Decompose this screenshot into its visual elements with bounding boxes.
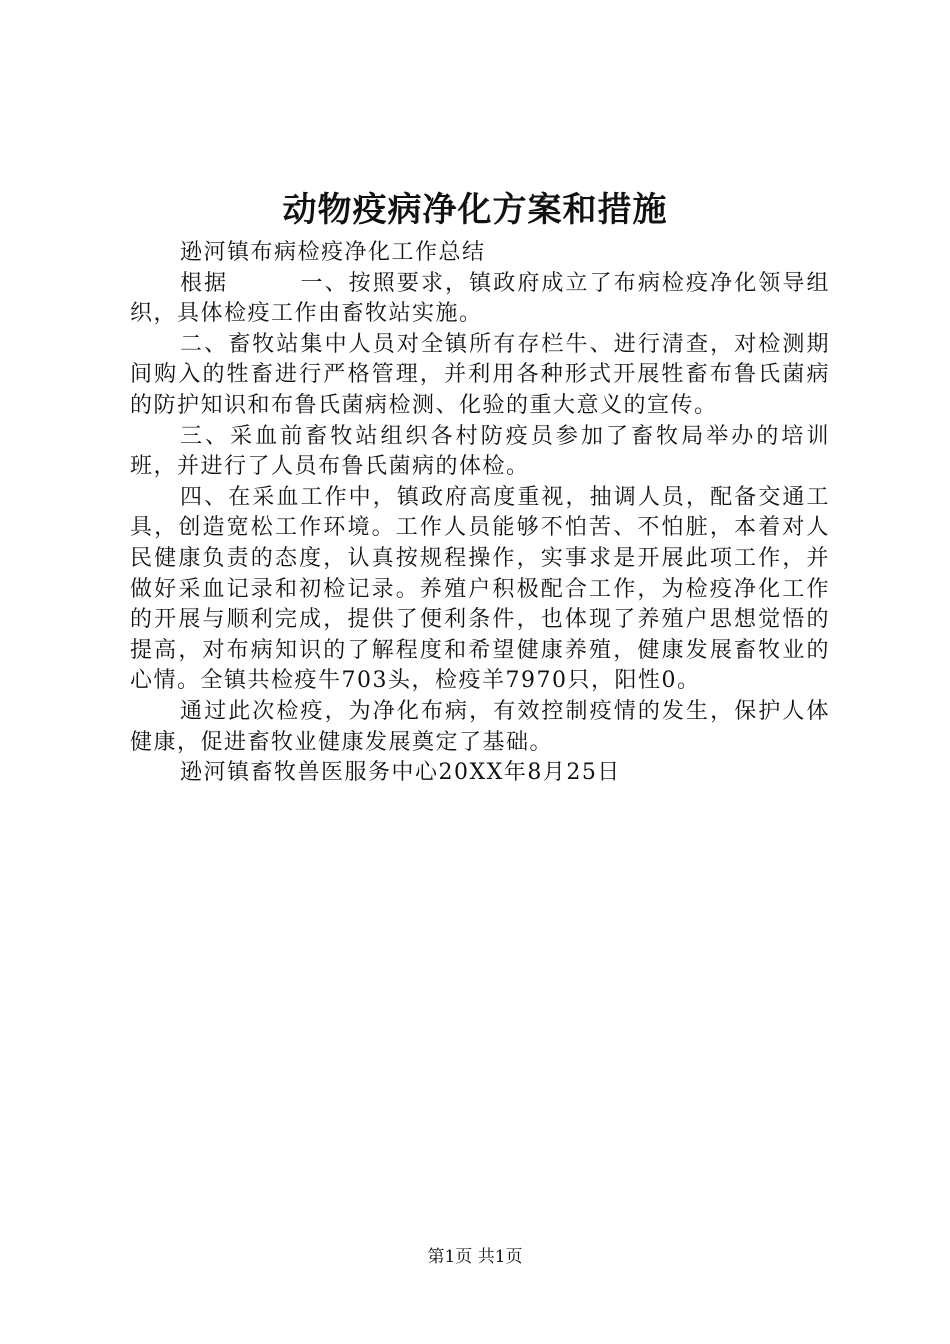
paragraph-3: 三、采血前畜牧站组织各村防疫员参加了畜牧局举办的培训班，并进行了人员布鲁氏菌病的体检。 bbox=[130, 423, 830, 480]
document-body bbox=[130, 238, 830, 789]
paragraph-4: 四、在采血工作中，镇政府高度重视，抽调人员，配备交通工具，创造宽松工作环境。工作人员能够不怕苦、不怕脏，本着对人民健康负责的态度，认真按规程操作，实事求是开展此项工作，并做好采血记录和初检记录。养殖户积极配合工作，为检疫净化工作的开展与顺利完成，提供了便利条件，也体现了养殖户思想觉悟的提高，对布病知识的了解程度和希望健康养殖，健康发展畜牧业的心情。全镇共检疫牛703头，检疫羊7970只，阳性0。 bbox=[130, 484, 830, 694]
paragraph-2: 二、畜牧站集中人员对全镇所有存栏牛、进行清查，对检测期间购入的牲畜进行严格管理，并利用各种形式开展牲畜布鲁氏菌病的防护知识和布鲁氏菌病检测、化验的重大意义的宣传。 bbox=[130, 331, 830, 418]
subtitle-paragraph: 逊河镇布病检疫净化工作总结 bbox=[180, 240, 486, 265]
document-title: 动物疫病净化方案和措施 bbox=[282, 190, 668, 230]
signature-line: 逊河镇畜牧兽医服务中心20XX年8月25日 bbox=[180, 760, 621, 786]
page-number-footer: 第1页 共1页 bbox=[427, 1247, 523, 1267]
paragraph-1: 根据 一、按照要求，镇政府成立了布病检疫净化领导组织，具体检疫工作由畜牧站实施。 bbox=[130, 270, 830, 327]
paragraph-5: 通过此次检疫，为净化布病，有效控制疫情的发生，保护人体健康，促进畜牧业健康发展奠定了基础。 bbox=[130, 698, 830, 755]
